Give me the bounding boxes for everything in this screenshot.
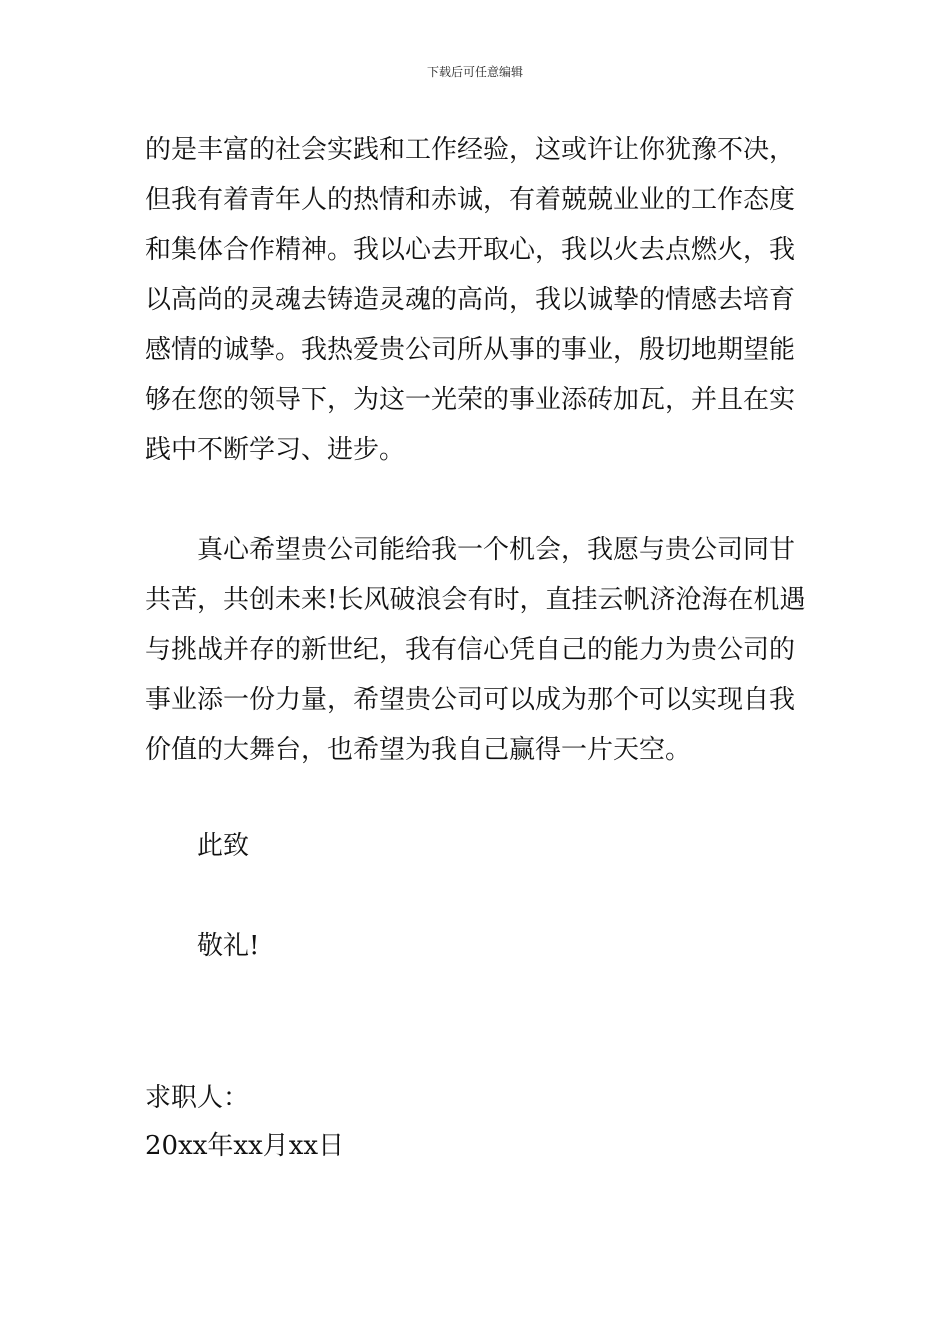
signature-applicant: 求职人： [145, 1083, 250, 1113]
paragraph-line: 与挑战并存的新世纪，我有信心凭自己的能力为贵公司的 [145, 635, 796, 665]
signature-date: 20xx年xx月xx日 [145, 1131, 345, 1161]
paragraph-line: 感情的诚挚。我热爱贵公司所从事的事业，殷切地期望能 [145, 335, 796, 365]
paragraph-line: 但我有着青年人的热情和赤诚，有着兢兢业业的工作态度 [145, 185, 796, 215]
paragraph-line: 够在您的领导下，为这一光荣的事业添砖加瓦，并且在实 [145, 385, 796, 415]
paragraph-line: 真心希望贵公司能给我一个机会，我愿与贵公司同甘 [197, 535, 796, 565]
header-note: 下载后可任意编辑 [426, 65, 523, 79]
paragraph-line: 共苦，共创未来!长风破浪会有时，直挂云帆济沧海在机遇 [145, 585, 806, 615]
closing-salutation: 此致 [197, 831, 250, 861]
paragraph-line: 事业添一份力量，希望贵公司可以成为那个可以实现自我 [145, 685, 796, 715]
closing-regards: 敬礼! [197, 931, 260, 961]
paragraph-line: 价值的大舞台，也希望为我自己赢得一片天空。 [145, 735, 692, 765]
paragraph-line: 和集体合作精神。我以心去开取心，我以火去点燃火，我 [145, 235, 796, 265]
paragraph-line: 以高尚的灵魂去铸造灵魂的高尚，我以诚挚的情感去培育 [145, 285, 796, 315]
paragraph-line: 践中不断学习、进步。 [145, 435, 406, 465]
paragraph-line: 的是丰富的社会实践和工作经验，这或许让你犹豫不决， [145, 135, 796, 165]
